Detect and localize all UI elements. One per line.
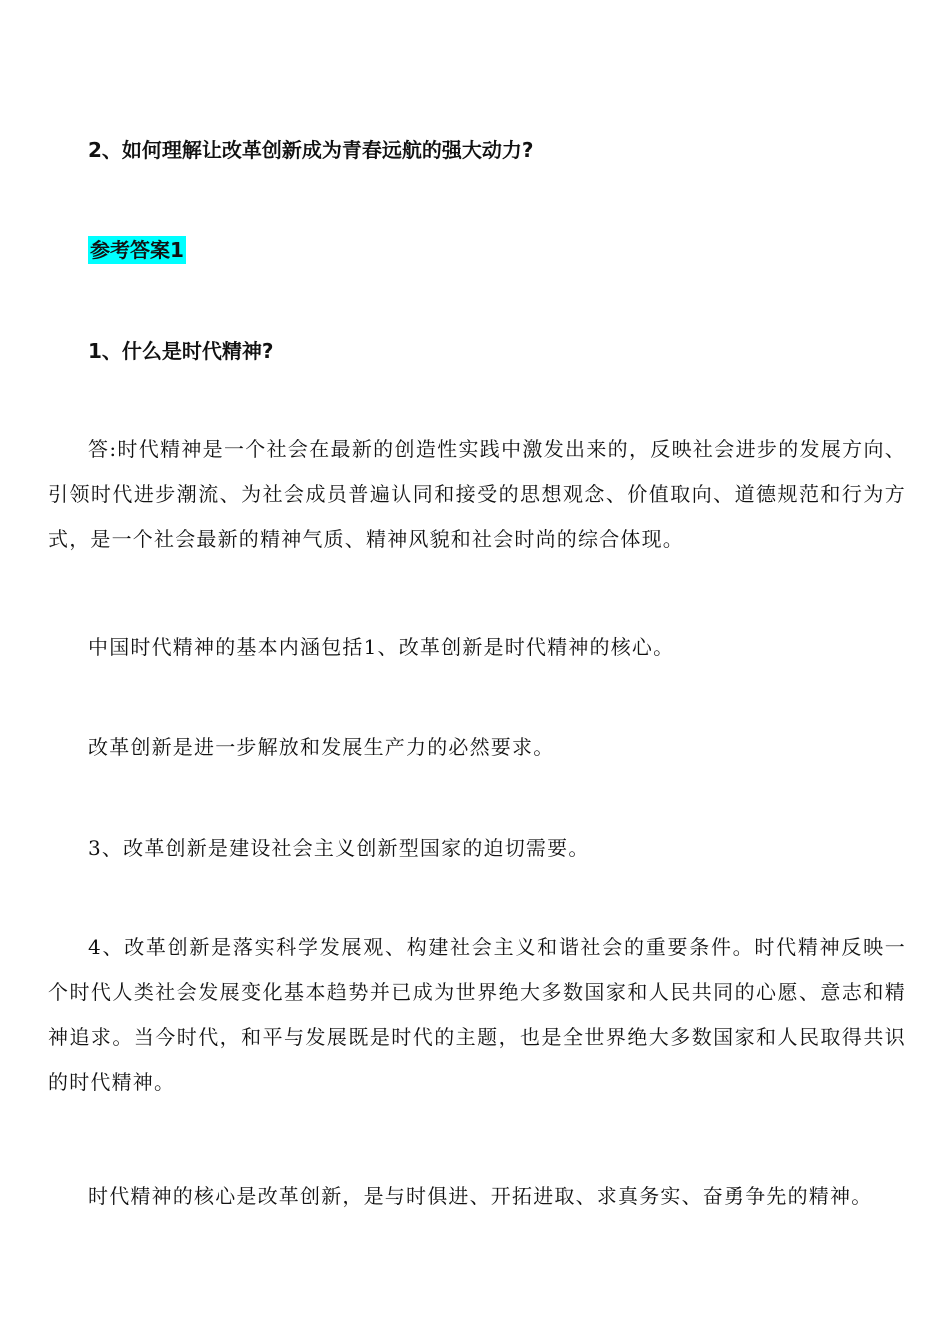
paragraph-spirit-core: 时代精神的核心是改革创新，是与时俱进、开拓进取、求真务实、奋勇争先的精神。 — [88, 1184, 873, 1208]
paragraph-definition: 答:时代精神是一个社会在最新的创造性实践中激发出来的，反映社会进步的发展方向、引领时代进步潮流、为社会成员普遍认同和接受的思想观念、价值取向、道德规范和行为方式，是一个社会最新的精神气质、精神风貌和社会时尚的综合体现。 — [48, 437, 906, 551]
answer-label: 参考答案1 — [90, 238, 184, 262]
question-2-heading: 2、如何理解让改革创新成为青春远航的强大动力? — [88, 138, 534, 162]
answer-label-row — [88, 228, 948, 273]
paragraph-productivity: 改革创新是进一步解放和发展生产力的必然要求。 — [88, 735, 555, 759]
paragraph-innovative-country: 3、改革创新是建设社会主义创新型国家的迫切需要。 — [88, 836, 590, 860]
paragraph-core-content: 中国时代精神的基本内涵包括1、改革创新是时代精神的核心。 — [88, 635, 675, 659]
paragraph-harmonious-society: 4、改革创新是落实科学发展观、构建社会主义和谐社会的重要条件。时代精神反映一个时代人类社会发展变化基本趋势并已成为世界绝大多数国家和人民共同的心愿、意志和精神追求。当今时代，和平与发展既是时代的主题，也是全世界绝大多数国家和人民取得共识的时代精神。 — [48, 935, 906, 1094]
question-1-heading: 1、什么是时代精神? — [88, 339, 274, 363]
